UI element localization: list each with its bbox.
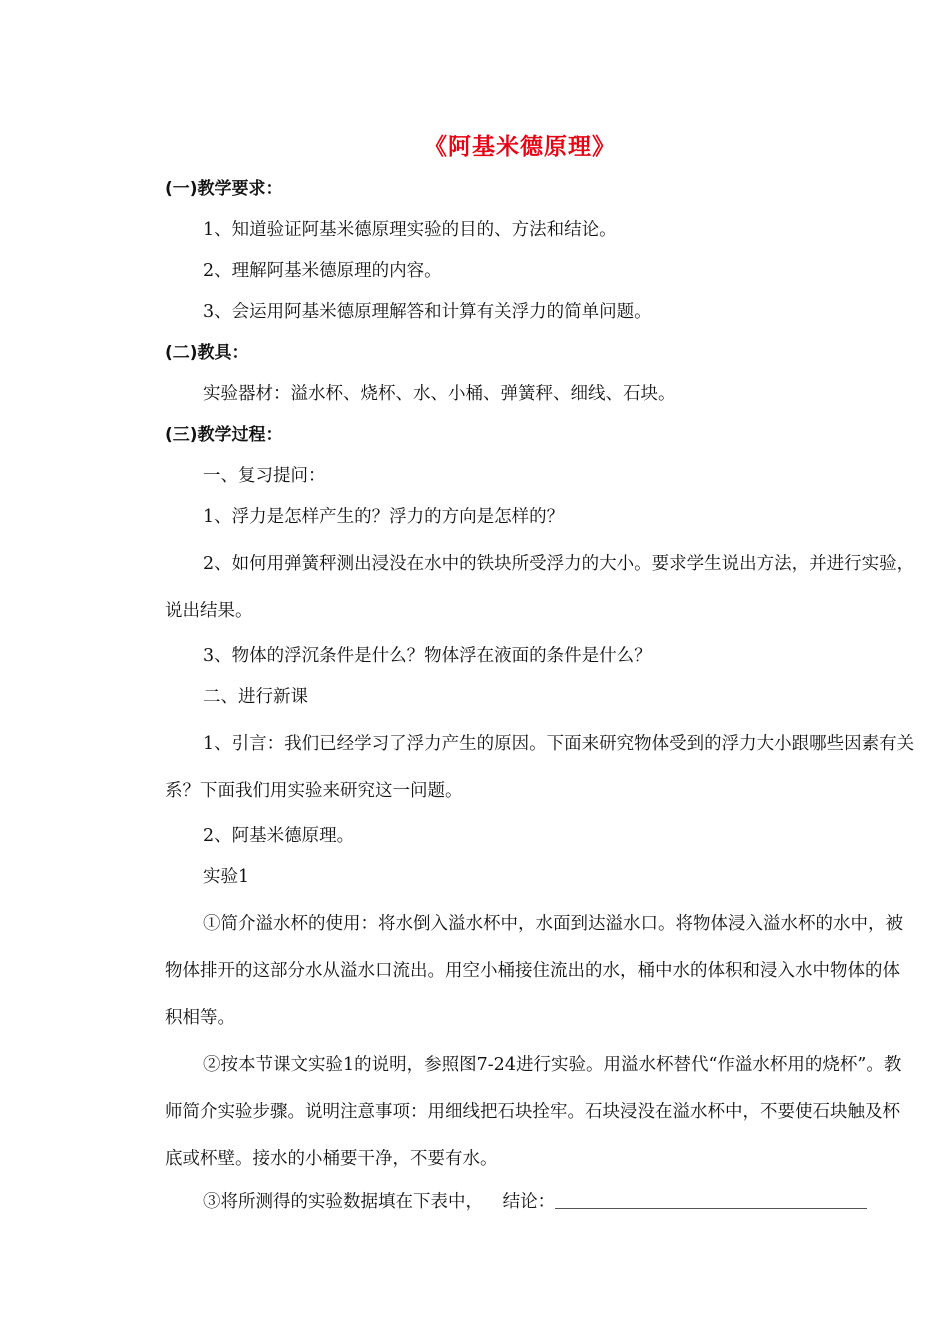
step-3-paragraph xyxy=(165,1185,915,1219)
step-3-text: ③将所测得的实验数据填在下表中， xyxy=(203,1192,483,1212)
new-lesson-title: 二、进行新课 xyxy=(203,687,308,707)
review-title: 一、复习提问： xyxy=(203,466,326,486)
requirement-item-3: 3、会运用阿基米德原理解答和计算有关浮力的简单问题。 xyxy=(203,302,652,322)
conclusion-blank-line xyxy=(555,1190,867,1209)
section-heading-requirements: (一)教学要求： xyxy=(165,179,283,199)
section-heading-process: (三)教学过程： xyxy=(165,425,283,445)
requirement-item-1: 1、知道验证阿基米德原理实验的目的、方法和结论。 xyxy=(203,220,617,240)
principle-heading: 2、阿基米德原理。 xyxy=(203,826,355,846)
review-item-1: 1、浮力是怎样产生的？浮力的方向是怎样的？ xyxy=(203,507,565,527)
document-body xyxy=(165,172,915,1226)
intro-paragraph: 1、引言：我们已经学习了浮力产生的原因。下面来研究物体受到的浮力大小跟哪些因素有关系？下面我们用实验来研究这一问题。 xyxy=(165,734,915,801)
conclusion-label: 结论： xyxy=(502,1192,556,1212)
document-title: 《阿基米德原理》 xyxy=(424,133,616,160)
step-1-paragraph: ①简介溢水杯的使用：将水倒入溢水杯中，水面到达溢水口。将物体浸入溢水杯的水中，被物体排开的这部分水从溢水口流出。用空小桶接住流出的水，桶中水的体积和浸入水中物体的体积相等。 xyxy=(165,914,903,1028)
experiment-label: 实验1 xyxy=(203,867,250,887)
tools-text: 实验器材：溢水杯、烧杯、水、小桶、弹簧秤、细线、石块。 xyxy=(203,384,676,404)
review-item-2: 2、如何用弹簧秤测出浸没在水中的铁块所受浮力的大小。要求学生说出方法，并进行实验，说出结果。 xyxy=(165,554,915,621)
review-item-3: 3、物体的浮沉条件是什么？物体浮在液面的条件是什么？ xyxy=(203,646,652,666)
requirement-item-2: 2、理解阿基米德原理的内容。 xyxy=(203,261,442,281)
step-2-paragraph: ②按本节课文实验1的说明，参照图7-24进行实验。用溢水杯替代“作溢水杯用的烧杯”。教师简介实验步骤。说明注意事项：用细线把石块拴牢。石块浸没在溢水杯中，不要使石块触及杯底或杯壁。接水的小桶要干净，不要有水。 xyxy=(165,1055,902,1169)
section-heading-tools: (二)教具： xyxy=(165,343,249,363)
